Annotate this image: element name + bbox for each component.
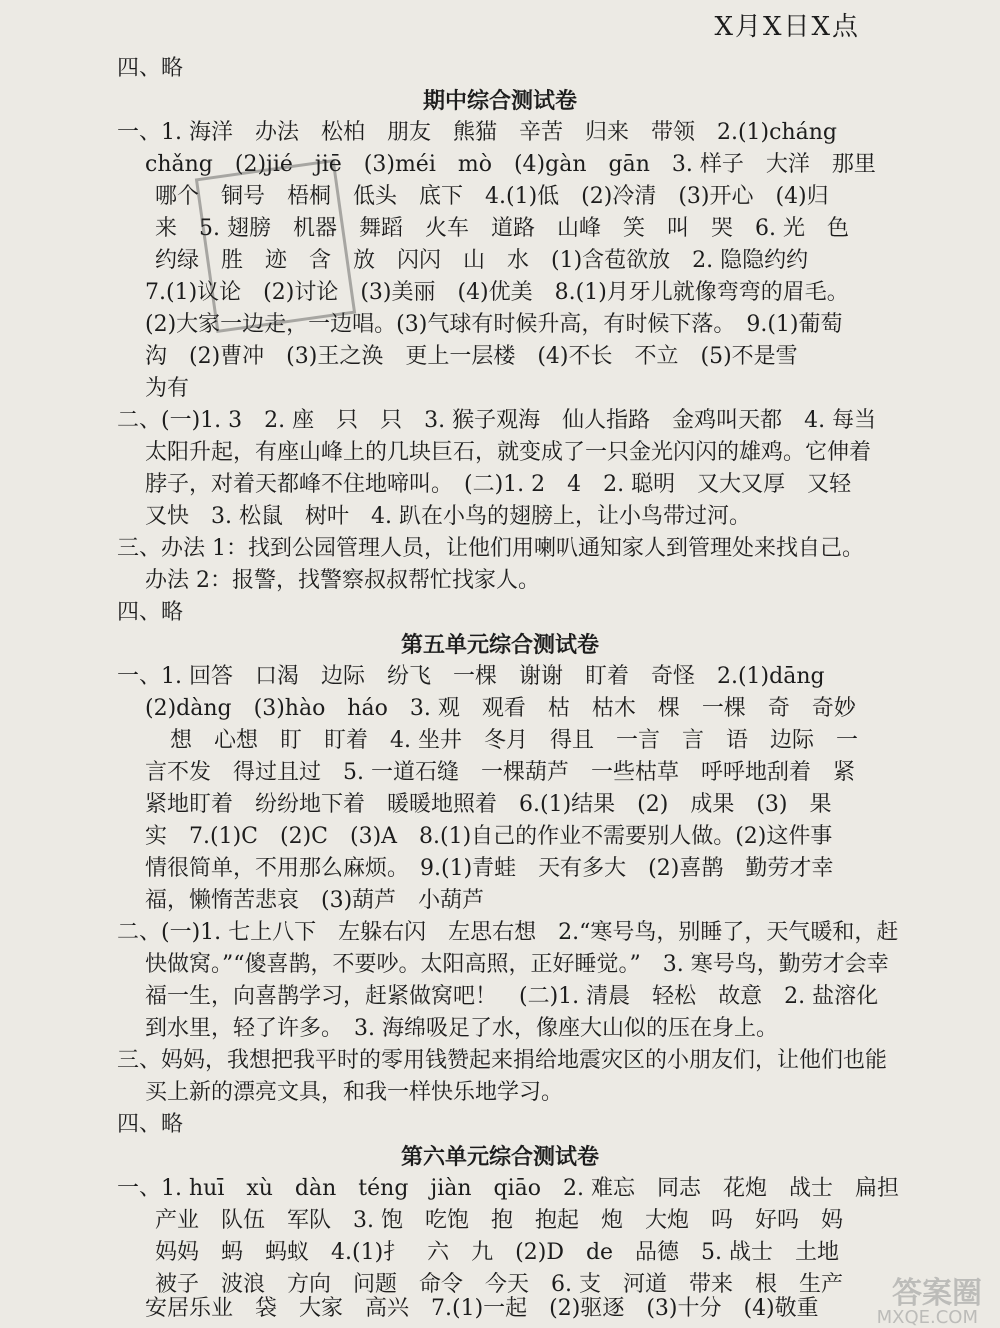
text-line: 一、1. 海洋 办法 松柏 朋友 熊猫 辛苦 归来 带领 2.(1)cháng: [117, 120, 837, 145]
text-line: 被子 波浪 方向 问题 命令 今天 6. 支 河道 带来 根 生产: [155, 1272, 843, 1297]
text-line: 约绿 胜 迹 含 放 闪闪 山 水 (1)含苞欲放 2. 隐隐约约: [155, 248, 809, 273]
section-four-omitted: 四、略: [117, 56, 184, 81]
watermark-logo: 答案圈: [892, 1276, 982, 1311]
section-title-unit-five: 第五单元综合测试卷: [400, 632, 599, 658]
section-title-unit-six: 第六单元综合测试卷: [400, 1144, 599, 1170]
text-line: 妈妈 蚂 蚂蚁 4.(1)扌 六 九 (2)D de 品德 5. 战士 土地: [155, 1240, 840, 1265]
text-line: 想 心想 盯 盯着 4. 坐井 冬月 得且 一言 言 语 边际 一: [170, 728, 858, 753]
text-line: 二、(一)1. 3 2. 座 只 只 3. 猴子观海 仙人指路 金鸡叫天都 4. 每当: [117, 408, 877, 433]
text-line: 二、(一)1. 七上八下 左躲右闪 左思右想 2.“寒号鸟，别睡了，天气暖和，赶: [117, 920, 899, 945]
text-line: 沟 (2)曹冲 (3)王之涣 更上一层楼 (4)不长 不立 (5)不是雪: [145, 344, 798, 369]
text-line: 福一生，向喜鹊学习，赶紧做窝吧！ (二)1. 清晨 轻松 故意 2. 盐溶化: [145, 984, 879, 1009]
text-line: 来 5. 翅膀 机器 舞蹈 火车 道路 山峰 笑 叫 哭 6. 光 色: [155, 216, 849, 241]
text-line: 太阳升起，有座山峰上的几块巨石，就变成了一只金光闪闪的雄鸡。它伸着: [145, 440, 872, 465]
text-line: 安居乐业 袋 大家 高兴 7.(1)一起 (2)驱逐 (3)十分 (4)敬重: [145, 1296, 819, 1321]
section-four-omitted: 四、略: [117, 600, 184, 625]
text-line: 办法 2：报警，找警察叔叔帮忙找家人。: [145, 568, 540, 593]
ink-smudge: [195, 159, 356, 333]
watermark-url: MXQE.COM: [876, 1307, 978, 1328]
text-line: 到水里，轻了许多。 3. 海绵吸足了水，像座大山似的压在身上。: [145, 1016, 778, 1041]
text-line: 福，懒惰苦悲哀 (3)葫芦 小葫芦: [145, 888, 485, 913]
section-title-midterm: 期中综合测试卷: [422, 88, 577, 114]
text-line: 紧地盯着 纷纷地下着 暖暖地照着 6.(1)结果 (2) 成果 (3) 果: [145, 792, 832, 817]
text-line: 言不发 得过且过 5. 一道石缝 一棵葫芦 一些枯草 呼呼地刮着 紧: [145, 760, 855, 785]
text-line: 哪个 铜号 梧桐 低头 底下 4.(1)低 (2)冷清 (3)开心 (4)归: [155, 184, 829, 209]
text-line: chǎng (2)jié jiē (3)méi mò (4)gàn gān 3. 样子 大洋 那里: [145, 152, 876, 177]
text-line: (2)大家一边走，一边唱。(3)气球有时候升高，有时候下落。 9.(1)葡萄: [145, 312, 843, 337]
text-line: 又快 3. 松鼠 树叶 4. 趴在小鸟的翅膀上，让小鸟带过河。: [145, 504, 751, 529]
text-line: 一、1. 回答 口渴 边际 纷飞 一棵 谢谢 盯着 奇怪 2.(1)dāng: [117, 664, 825, 689]
text-line: 实 7.(1)C (2)C (3)A 8.(1)自己的作业不需要别人做。(2)这件事: [145, 824, 833, 849]
section-four-omitted: 四、略: [117, 1112, 184, 1137]
text-line: 7.(1)议论 (2)讨论 (3)美丽 (4)优美 8.(1)月牙儿就像弯弯的眉毛。: [145, 280, 849, 305]
text-line: 一、1. huī xù dàn téng jiàn qiāo 2. 难忘 同志 花炮 战士 扁担: [117, 1176, 900, 1201]
text-line: 脖子，对着天都峰不住地啼叫。 (二)1. 2 4 2. 聪明 又大又厚 又轻: [145, 472, 852, 497]
text-line: 情很简单，不用那么麻烦。 9.(1)青蛙 天有多大 (2)喜鹊 勤劳才幸: [145, 856, 834, 881]
text-line: 为有: [145, 376, 190, 401]
text-line: 三、妈妈，我想把我平时的零用钱赞起来捐给地震灾区的小朋友们，让他们也能: [117, 1048, 888, 1073]
date-stamp: X月X日X点: [714, 12, 860, 42]
text-line: 买上新的漂亮文具，和我一样快乐地学习。: [145, 1080, 564, 1105]
text-line: 三、办法 1：找到公园管理人员，让他们用喇叭通知家人到管理处来找自己。: [117, 536, 864, 561]
text-line: 产业 队伍 军队 3. 饱 吃饱 抱 抱起 炮 大炮 吗 好吗 妈: [155, 1208, 843, 1233]
text-line: (2)dàng (3)hào háo 3. 观 观看 枯 枯木 棵 一棵 奇 奇妙: [145, 696, 856, 721]
text-line: 快做窝。”“傻喜鹊，不要吵。太阳高照，正好睡觉。” 3. 寒号鸟，勤劳才会幸: [145, 952, 889, 977]
